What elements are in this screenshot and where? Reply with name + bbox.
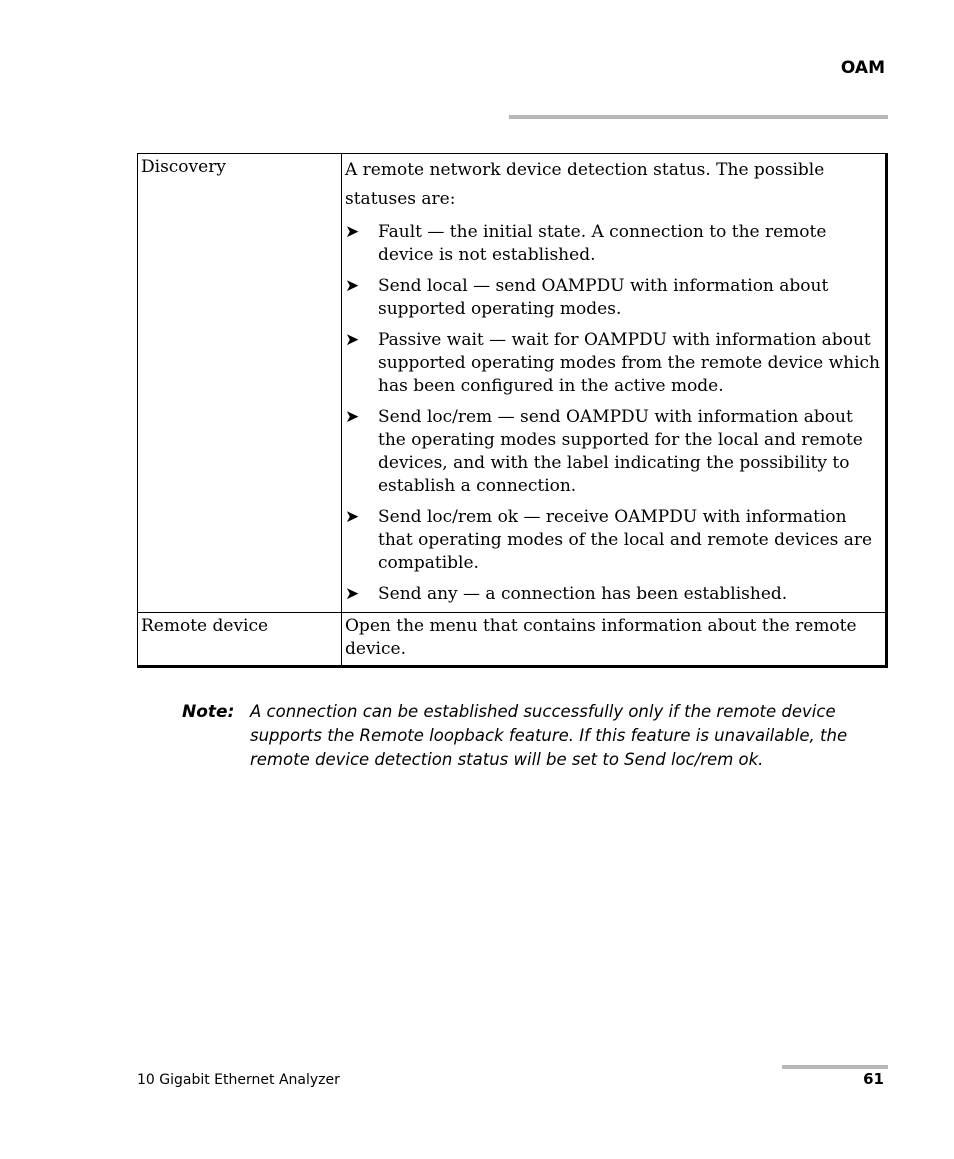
list-item bbox=[345, 506, 882, 575]
term-cell: Remote device bbox=[138, 613, 342, 667]
table-row bbox=[138, 154, 887, 613]
list-item-text: Passive wait — wait for OAMPDU with information about supported operating modes from the remote device which has been configured in the active mode. bbox=[378, 330, 880, 396]
definition-intro: A remote network device detection status. The possible statuses are: bbox=[345, 160, 825, 209]
header-rule bbox=[509, 115, 888, 119]
arrow-bullet-icon: ➤ bbox=[345, 507, 360, 527]
list-item bbox=[345, 221, 882, 267]
list-item-text: Send loc/rem ok — receive OAMPDU with information that operating modes of the local and remote devices are compatible. bbox=[378, 507, 873, 573]
definition-cell bbox=[342, 154, 887, 613]
list-item bbox=[345, 329, 882, 398]
note-text: A connection can be established successfully only if the remote device supports the Remote loopback feature. If this feature is unavailable, the remote device detection status will be set to Send loc/rem ok. bbox=[250, 702, 848, 769]
status-list bbox=[345, 221, 882, 606]
list-item-text: Send any — a connection has been established. bbox=[378, 584, 788, 604]
list-item-text: Send loc/rem — send OAMPDU with information about the operating modes supported for the local and remote devices, and with the label indicating the possibility to establish a connection. bbox=[378, 407, 863, 496]
note-block bbox=[182, 700, 872, 772]
arrow-bullet-icon: ➤ bbox=[345, 407, 360, 427]
arrow-bullet-icon: ➤ bbox=[345, 330, 360, 350]
arrow-bullet-icon: ➤ bbox=[345, 276, 360, 296]
page-header-title: OAM bbox=[840, 58, 885, 78]
page-number: 61 bbox=[863, 1070, 884, 1088]
list-item-text: Send local — send OAMPDU with information about supported operating modes. bbox=[378, 276, 829, 319]
definition-cell: Open the menu that contains information about the remote device. bbox=[342, 613, 887, 667]
footer-rule bbox=[782, 1065, 888, 1069]
table-row bbox=[138, 613, 887, 667]
list-item bbox=[345, 583, 882, 606]
note-label: Note: bbox=[182, 702, 235, 722]
list-item bbox=[345, 406, 882, 498]
list-item bbox=[345, 275, 882, 321]
list-item-text: Fault — the initial state. A connection to the remote device is not established. bbox=[378, 222, 827, 265]
footer-title: 10 Gigabit Ethernet Analyzer bbox=[137, 1072, 340, 1088]
term-cell: Discovery bbox=[138, 154, 342, 613]
arrow-bullet-icon: ➤ bbox=[345, 584, 360, 604]
parameter-table bbox=[137, 153, 888, 668]
arrow-bullet-icon: ➤ bbox=[345, 222, 360, 242]
